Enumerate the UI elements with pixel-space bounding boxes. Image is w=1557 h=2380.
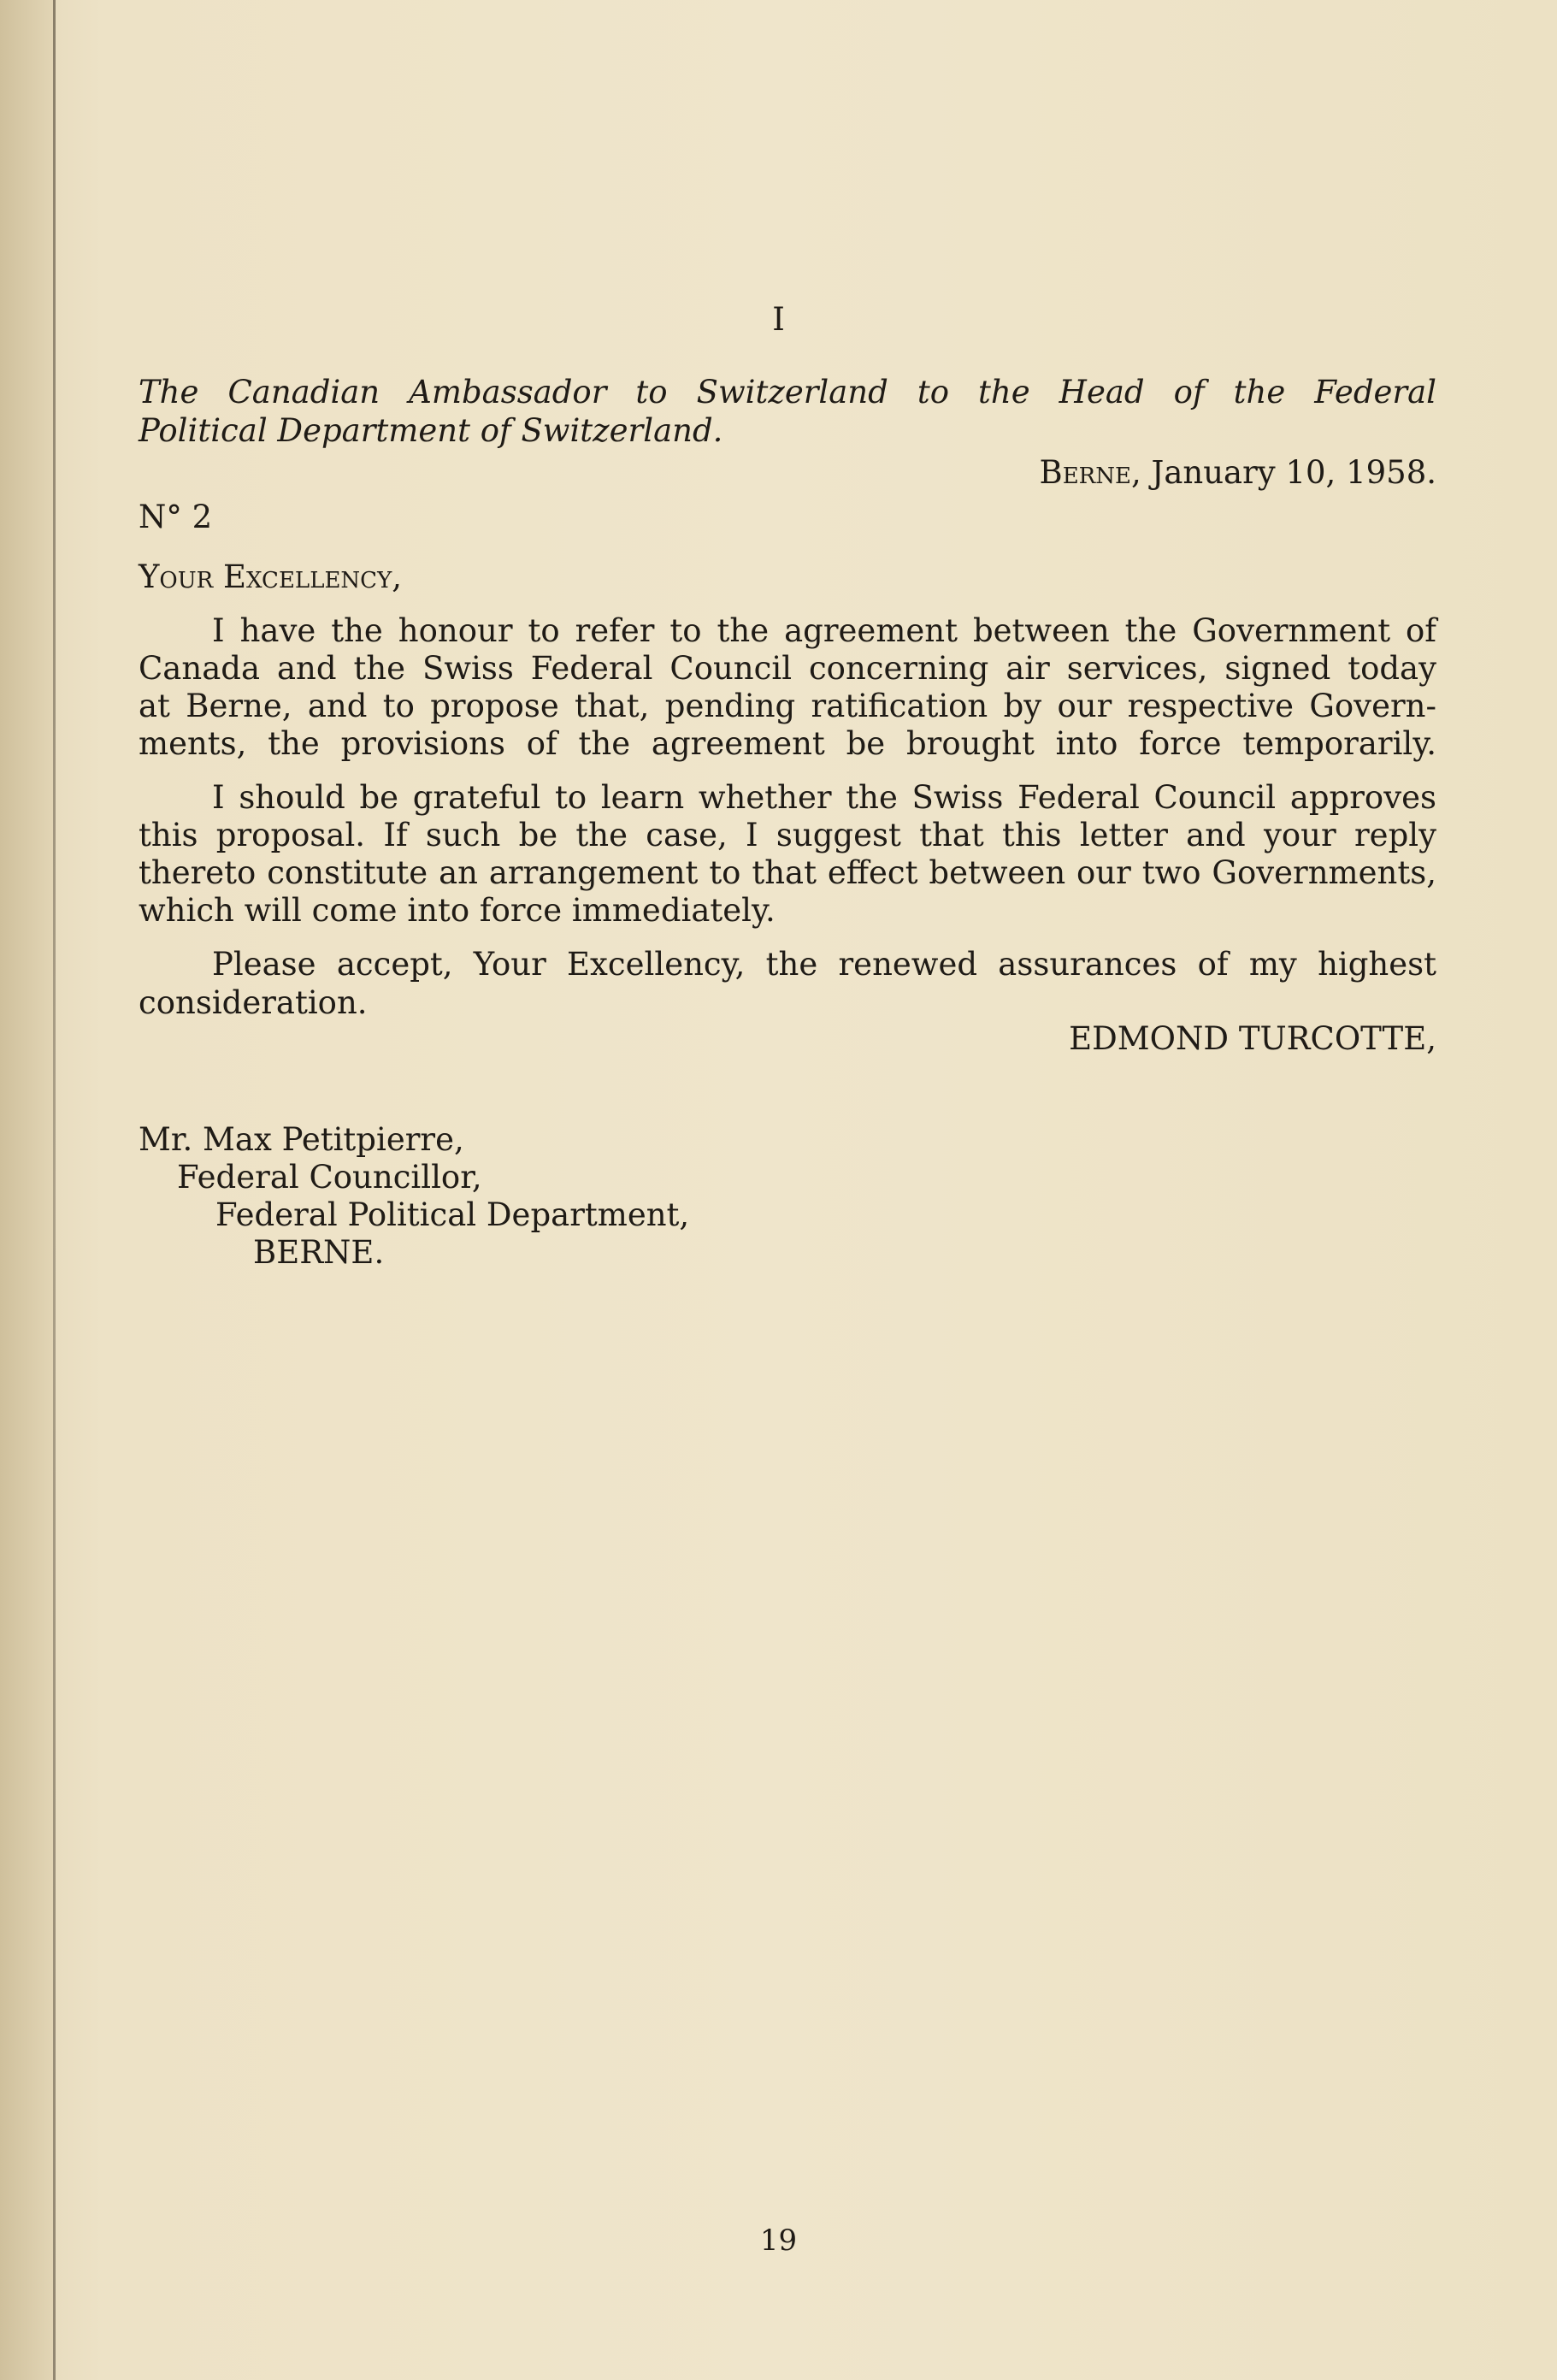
signature: EDMOND TURCOTTE, [1069,1020,1436,1057]
paragraph-2-line-1: I should be grateful to learn whether the Swiss Federal Council approves [212,779,1436,816]
paragraph-1-line-1: I have the honour to refer to the agreement between the Government of [212,612,1436,649]
intro-line-1: The Canadian Ambassador to Switzerland to the Head of the Federal [139,374,1436,410]
place-date [1040,454,1437,492]
paragraph-1-line-4: ments, the provisions of the agreement be brought into force temporarily. [139,725,1436,762]
section-number: I [772,301,785,338]
addressee-line-1: Mr. Max Petitpierre, [139,1121,464,1158]
salutation: Your Excellency, [139,558,403,595]
reference-number: N° 2 [139,499,213,535]
place: Berne [1039,454,1131,491]
addressee-line-2: Federal Councillor, [177,1159,482,1196]
addressee-line-3: Federal Political Department, [215,1196,690,1233]
paragraph-3-line-1: Please accept, Your Excellency, the renewed assurances of my highest [212,946,1436,983]
paragraph-2-line-2: this proposal. If such be the case, I suggest that this letter and your reply [139,817,1436,853]
paragraph-1-line-3: at Berne, and to propose that, pending ratification by our respective Govern- [139,688,1436,724]
binding-edge [53,0,56,2380]
date: , January 10, 1958. [1130,454,1436,491]
binding-shadow [0,0,53,2380]
intro-line-2: Political Department of Switzerland. [139,412,723,449]
paragraph-2-line-3: thereto constitute an arrangement to that effect between our two Governments, [139,854,1436,891]
paragraph-1-line-2: Canada and the Swiss Federal Council concerning air services, signed today [139,650,1436,687]
paragraph-3-line-2: consideration. [139,984,368,1021]
page-number: 19 [759,2223,798,2258]
addressee-line-4: BERNE. [253,1234,385,1271]
paragraph-2-line-4: which will come into force immediately. [139,892,776,929]
